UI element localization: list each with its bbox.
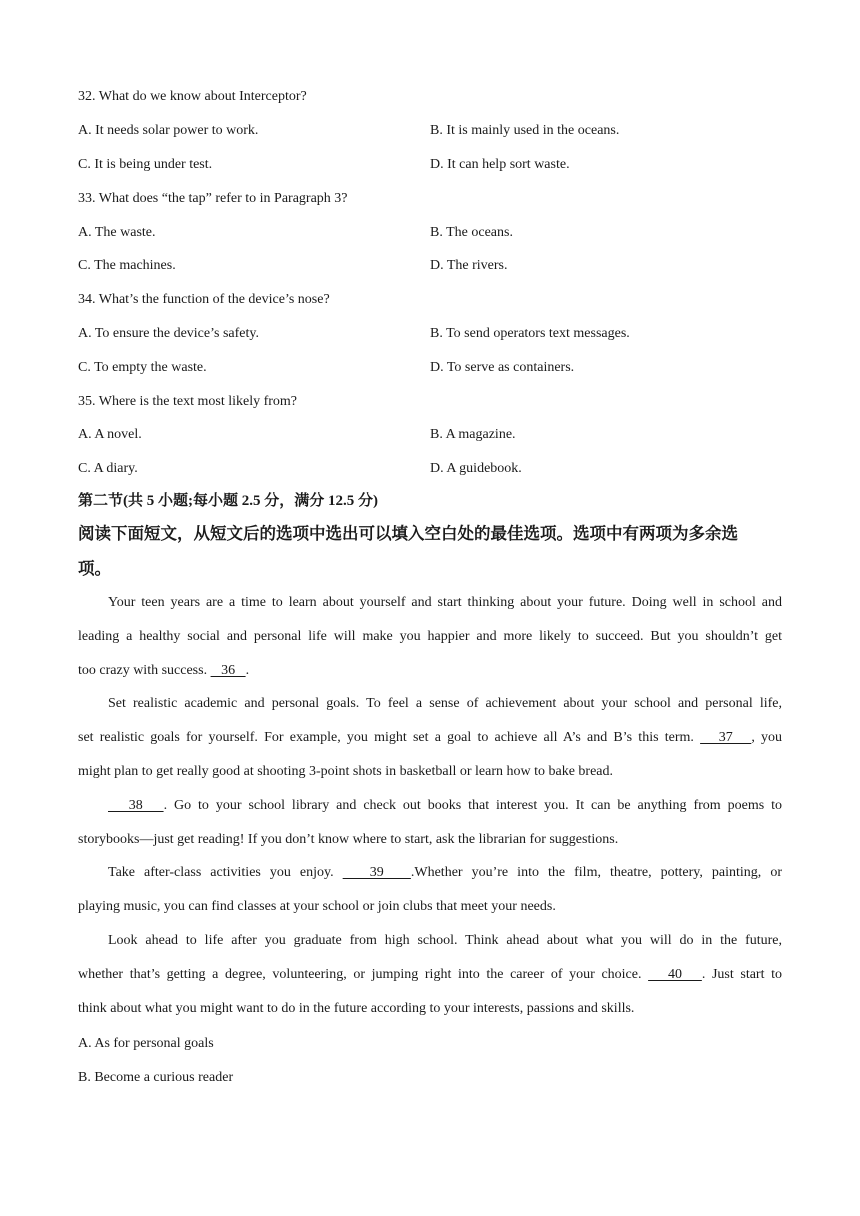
blank-39: 39 <box>342 865 411 880</box>
question-35-option-a: A. A novel. <box>78 427 142 442</box>
paragraph-5-line-2 <box>78 958 782 992</box>
paragraph-5-text-end: . Just start to <box>701 967 782 982</box>
section-title: 第二节(共 5 小题;每小题 2.5 分，满分 12.5 分) <box>78 493 378 509</box>
passage-paragraph-3 <box>78 789 782 857</box>
blank-37: 37 <box>700 730 752 745</box>
question-35-option-c: C. A diary. <box>78 461 138 476</box>
paragraph-2-text: set realistic goals for yourself. For example, you might set a goal to achieve all A’s and B’s this term. <box>78 730 701 745</box>
question-32-option-b: B. It is mainly used in the oceans. <box>430 123 620 138</box>
passage-paragraph-5 <box>78 924 782 1026</box>
paragraph-4-text-end: .Whether you’re into the film, theatre, pottery, painting, or <box>410 865 782 880</box>
question-34-option-c: C. To empty the waste. <box>78 360 207 375</box>
question-33-option-b: B. The oceans. <box>430 225 513 240</box>
paragraph-4-line-2: playing music, you can find classes at your school or join clubs that meet your needs. <box>78 899 556 914</box>
choice-a: A. As for personal goals <box>78 1036 214 1051</box>
question-34-stem: 34. What’s the function of the device’s nose? <box>78 292 330 307</box>
question-33-option-c: C. The machines. <box>78 258 176 273</box>
blank-36: 36 <box>210 663 246 678</box>
question-35-option-d: D. A guidebook. <box>430 461 522 476</box>
question-34-option-b: B. To send operators text messages. <box>430 326 630 341</box>
paragraph-1-line-1: Your teen years are a time to learn about yourself and start thinking about your future. Doing well in school and <box>108 595 782 610</box>
passage-paragraph-1 <box>78 586 782 688</box>
question-35-stem: 35. Where is the text most likely from? <box>78 394 298 409</box>
paragraph-5-text: whether that’s getting a degree, volunteering, or jumping right into the career of your choice. <box>78 967 649 982</box>
paragraph-3-line-2: storybooks—just get reading! If you don’t know where to start, ask the librarian for suggestions. <box>78 832 619 847</box>
question-32-stem: 32. What do we know about Interceptor? <box>78 89 307 104</box>
passage-paragraph-4 <box>78 856 782 924</box>
paragraph-5-line-3: think about what you might want to do in the future according to your interests, passions and skills. <box>78 1001 635 1016</box>
question-34-option-d: D. To serve as containers. <box>430 360 575 375</box>
paragraph-2-line-2 <box>78 721 782 755</box>
paragraph-2-line-1: Set realistic academic and personal goals. To feel a sense of achievement about your school and personal life, <box>108 696 782 711</box>
paragraph-2-text-end: , you <box>751 730 783 745</box>
section-instruction-line-1: 阅读下面短文，从短文后的选项中选出可以填入空白处的最佳选项。选项中有两项为多余选 <box>78 524 738 543</box>
paragraph-1-text-end: . <box>245 663 250 678</box>
question-33-option-a: A. The waste. <box>78 225 156 240</box>
paragraph-3-text: . Go to your school library and check out books that interest you. It can be anything from poems to <box>163 798 782 813</box>
blank-40: 40 <box>648 967 702 982</box>
paragraph-1-line-2: leading a healthy social and personal life will make you happier and more likely to succeed. But you shouldn’t get <box>78 629 782 644</box>
question-33-stem: 33. What does “the tap” refer to in Paragraph 3? <box>78 191 348 206</box>
question-32-option-a: A. It needs solar power to work. <box>78 123 259 138</box>
paragraph-2-line-3: might plan to get really good at shooting 3-point shots in basketball or learn how to bake bread. <box>78 764 614 779</box>
paragraph-1-text: too crazy with success. <box>78 663 211 678</box>
question-32-option-d: D. It can help sort waste. <box>430 157 570 172</box>
blank-38: 38 <box>108 798 164 813</box>
paragraph-3-line-1 <box>78 789 782 823</box>
paragraph-4-text: Take after-class activities you enjoy. <box>108 865 343 880</box>
question-35-option-b: B. A magazine. <box>430 427 516 442</box>
question-32-option-c: C. It is being under test. <box>78 157 213 172</box>
section-instruction-line-2: 项。 <box>78 559 111 578</box>
choice-b: B. Become a curious reader <box>78 1070 234 1085</box>
paragraph-5-line-1: Look ahead to life after you graduate from high school. Think ahead about what you will do in the future, <box>108 933 782 948</box>
paragraph-4-line-1 <box>78 856 782 890</box>
passage-paragraph-2 <box>78 687 782 789</box>
question-34-option-a: A. To ensure the device’s safety. <box>78 326 259 341</box>
question-33-option-d: D. The rivers. <box>430 258 508 273</box>
paragraph-1-line-3 <box>78 654 782 688</box>
